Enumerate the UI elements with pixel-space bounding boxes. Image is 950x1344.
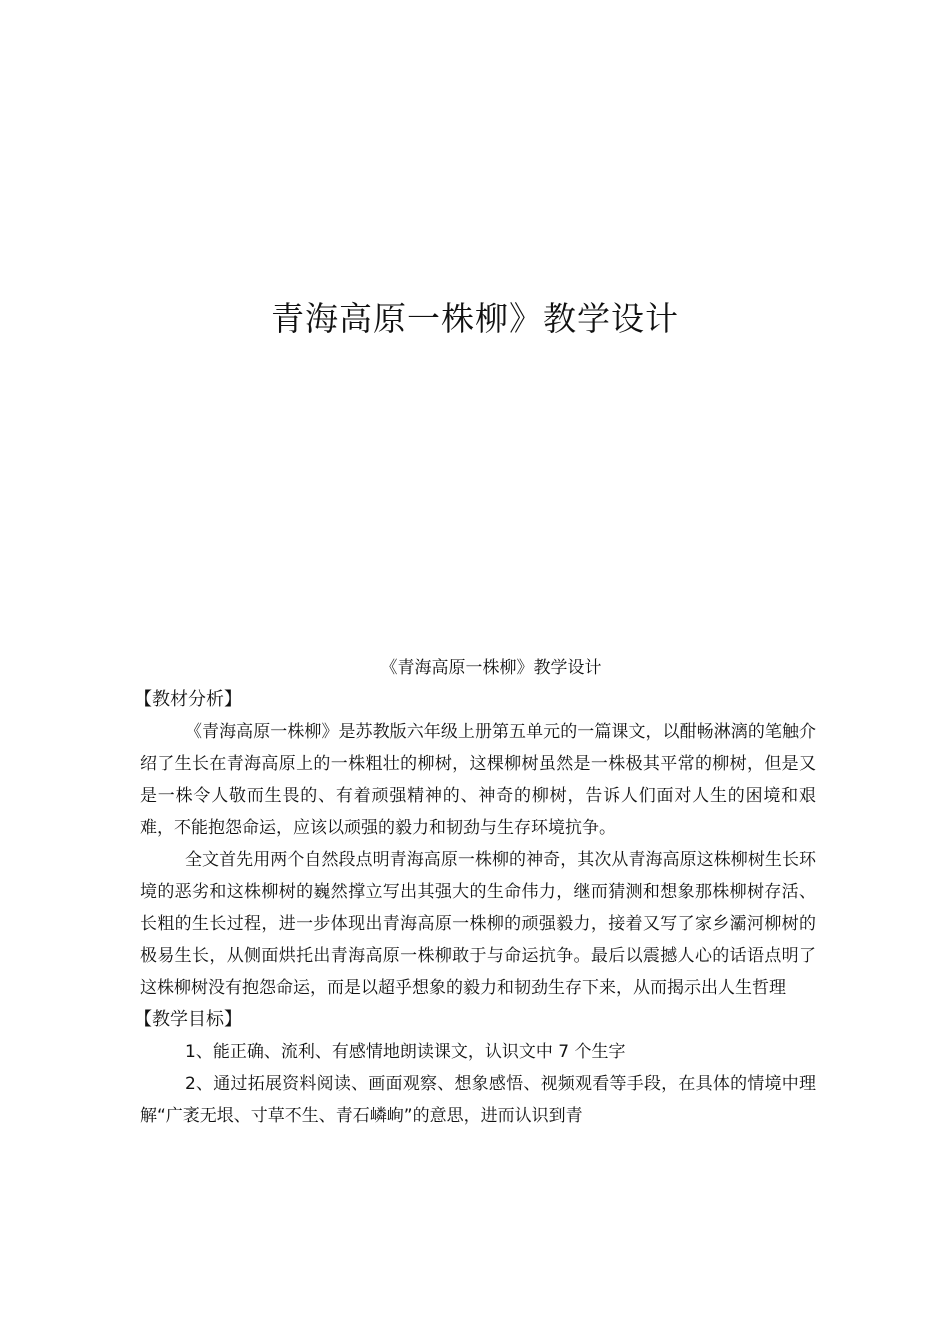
document-title: 《青海高原一株柳》教学设计: [380, 658, 602, 678]
paragraph: 2、通过拓展资料阅读、画面观察、想象感悟、视频观看等手段，在具体的情境中理解“广袤无垠、寸草不生、青石嶙峋”的意思，进而认识到青: [140, 1074, 816, 1126]
section-teaching-goals: [134, 1004, 816, 1132]
section-textbook-analysis: [134, 684, 816, 1004]
section-heading: 【教学目标】: [134, 1009, 242, 1030]
paragraph: 全文首先用两个自然段点明青海高原一株柳的神奇，其次从青海高原这株柳树生长环境的恶劣和这株柳树的巍然撑立写出其强大的生命伟力，继而猜测和想象那株柳树存活、长粗的生长过程，进一步体现出青海高原一株柳的顽强毅力，接着又写了家乡灞河柳树的极易生长，从侧面烘托出青海高原一株柳敢于与命运抗争。最后以震撼人心的话语点明了这株柳树没有抱怨命运，而是以超乎想象的毅力和韧劲生存下来，从而揭示出人生哲理: [140, 850, 816, 998]
paragraph: 1、能正确、流利、有感情地朗读课文，认识文中 7 个生字: [185, 1042, 626, 1062]
section-heading: 【教材分析】: [134, 689, 242, 710]
cover-title: 青海高原一株柳》教学设计: [271, 299, 679, 338]
document-body: [134, 652, 816, 1132]
paragraph: 《青海高原一株柳》是苏教版六年级上册第五单元的一篇课文，以酣畅淋漓的笔触介绍了生长在青海高原上的一株粗壮的柳树，这棵柳树虽然是一株极其平常的柳树，但是又是一株令人敬而生畏的、有着顽强精神的、神奇的柳树，告诉人们面对人生的困境和艰难，不能抱怨命运，应该以顽强的毅力和韧劲与生存环境抗争。: [140, 722, 816, 838]
